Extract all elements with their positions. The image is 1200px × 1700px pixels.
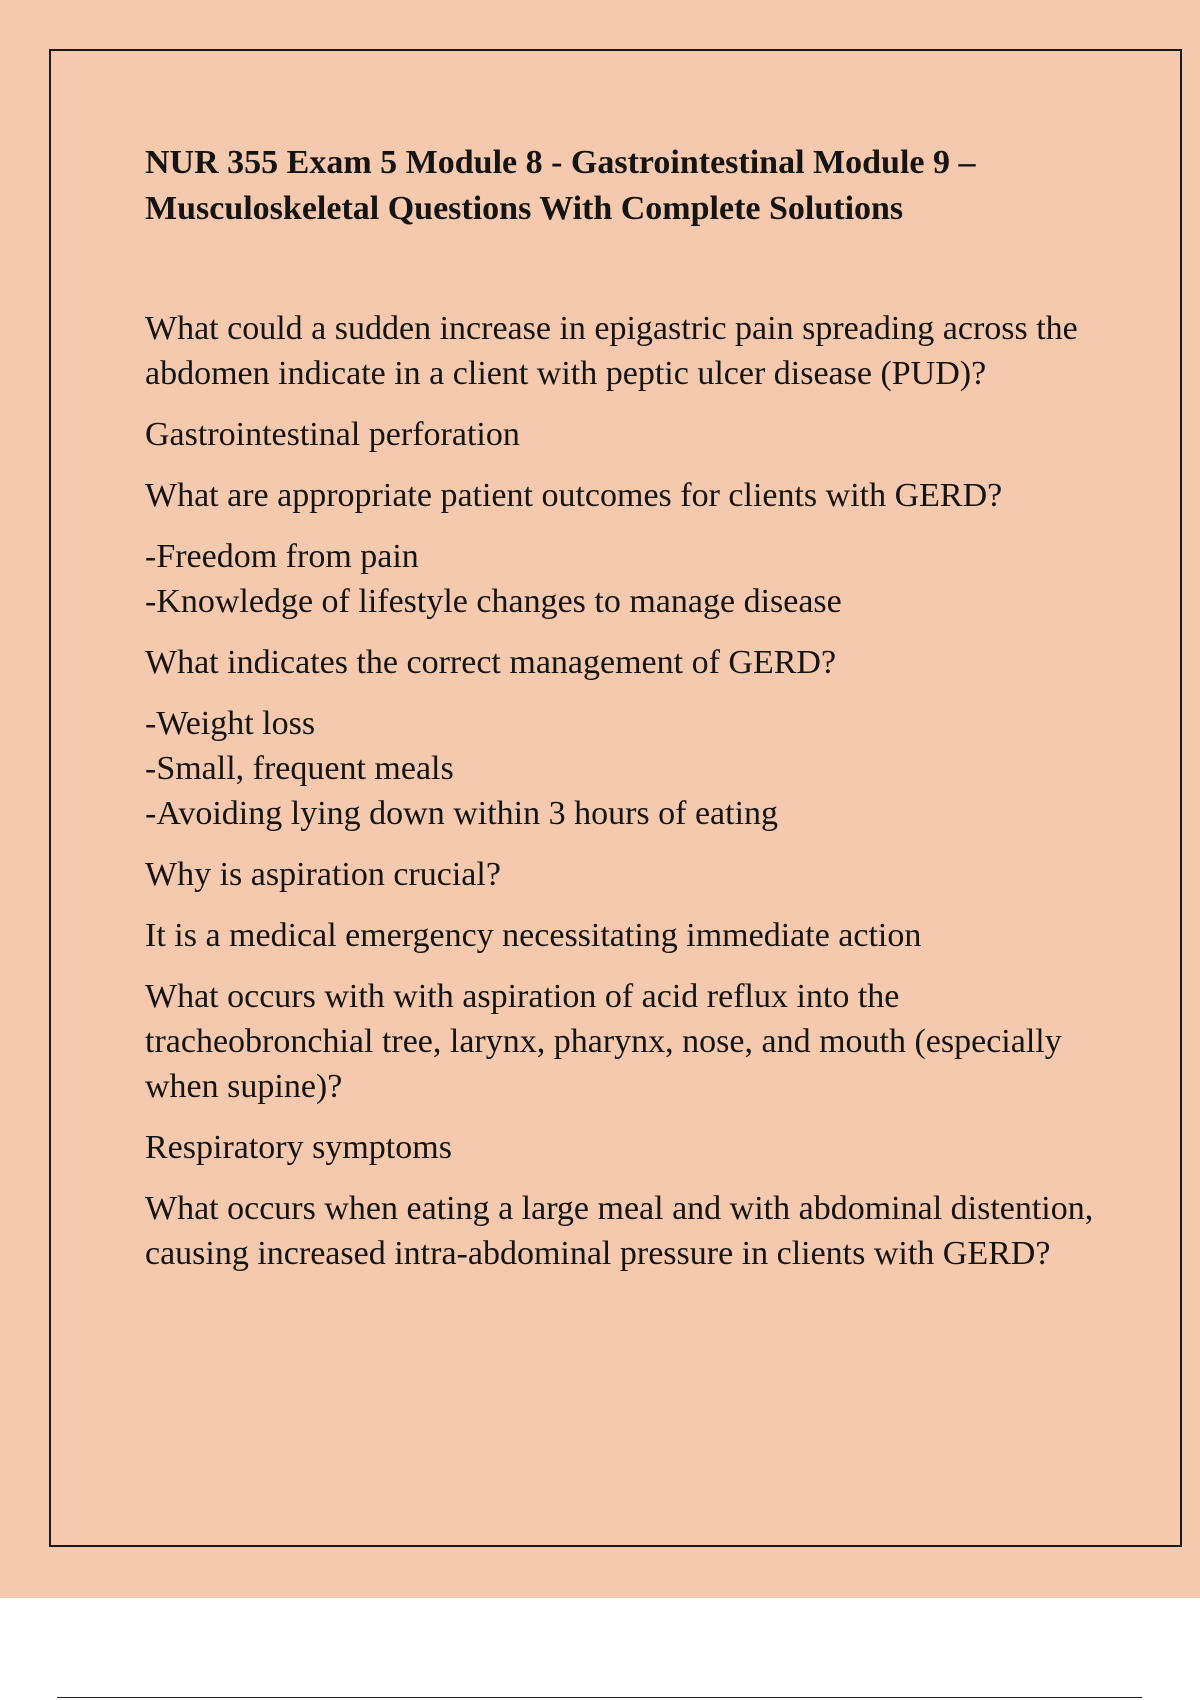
answer-item: -Knowledge of lifestyle changes to manage disease [145,583,842,620]
answer-item: -Freedom from pain [145,538,419,575]
document-title [145,140,1105,232]
title-line: NUR 355 Exam 5 Module 8 - Gastrointestinal Module 9 – [145,144,976,181]
question-text: What occurs with with aspiration of acid reflux into the tracheobronchial tree, larynx, pharynx, nose, and mouth (especially when supine)? [145,978,1062,1105]
question-text: Why is aspiration crucial? [145,856,501,893]
question-text: What indicates the correct management of GERD? [145,644,837,681]
title-line: Musculoskeletal Questions With Complete Solutions [145,190,904,227]
answer-item: -Small, frequent meals [145,750,454,787]
answer-item: -Weight loss [145,705,316,742]
answer-item: -Avoiding lying down within 3 hours of eating [145,795,779,832]
answer-text: Respiratory symptoms [145,1129,452,1166]
footer-rule [57,1697,1142,1698]
answer-list [145,534,1105,624]
question-text: What occurs when eating a large meal and with abdominal distention, causing increased intra-abdominal pressure in clients with GERD? [145,1190,1094,1272]
answer-text: Gastrointestinal perforation [145,416,520,453]
document-body [145,140,1105,1276]
answer-text: It is a medical emergency necessitating immediate action [145,917,922,954]
answer-list [145,701,1105,836]
question-text: What are appropriate patient outcomes for clients with GERD? [145,477,1003,514]
question-text: What could a sudden increase in epigastric pain spreading across the abdomen indicate in a client with peptic ulcer disease (PUD)? [145,310,1078,392]
